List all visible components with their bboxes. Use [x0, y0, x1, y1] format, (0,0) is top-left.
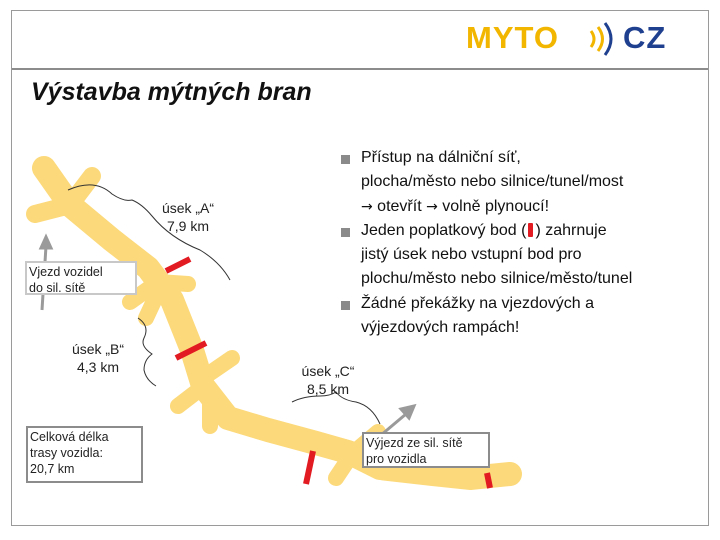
entry-arrowhead [41, 237, 51, 248]
bullet-item: Přístup na dálniční síť, plocha/město nebo silnice/tunel/most → otevřít → volně plynoucí! [340, 146, 700, 219]
toll-gate-1 [166, 259, 190, 271]
exit-box: Výjezd ze sil. sítě pro vozidla [362, 432, 490, 468]
right-arrow-icon: → [361, 198, 373, 215]
right-arrow-icon: → [426, 198, 438, 215]
logo-myto-text: MYTO [466, 20, 559, 55]
bullet-square-icon [341, 228, 350, 237]
section-c-label: úsek „C“ 8,5 km [301, 363, 355, 397]
bullet-arrow-line: → otevřít → volně plynoucí! [361, 197, 550, 215]
toll-gate-4 [487, 473, 490, 488]
entry-box: Vjezd vozidel do sil. sítě [25, 261, 137, 295]
page-title: Výstavba mýtných bran [31, 78, 312, 106]
brace-b [138, 318, 156, 386]
bullet-item: Žádné překážky na vjezdových a výjezdových rampách! [340, 292, 700, 341]
bullet-square-icon [341, 155, 350, 164]
section-b-label: úsek „B“ 4,3 km [71, 341, 125, 375]
bullet-list [340, 146, 700, 340]
logo-cz-text: CZ [623, 20, 667, 55]
bullet-square-icon [341, 301, 350, 310]
branch-left [35, 205, 70, 214]
total-length-box: Celková délka trasy vozidla: 20,7 km [26, 426, 143, 483]
toll-gate-3 [306, 451, 313, 484]
bullet-item: Jeden poplatkový bod ( ) zahrnuje jistý úsek nebo vstupní bod pro plochu/město nebo silnice/město/tunel [340, 219, 700, 292]
toll-gate-icon [528, 223, 533, 237]
section-a-label: úsek „A“ 7,9 km [161, 200, 215, 234]
